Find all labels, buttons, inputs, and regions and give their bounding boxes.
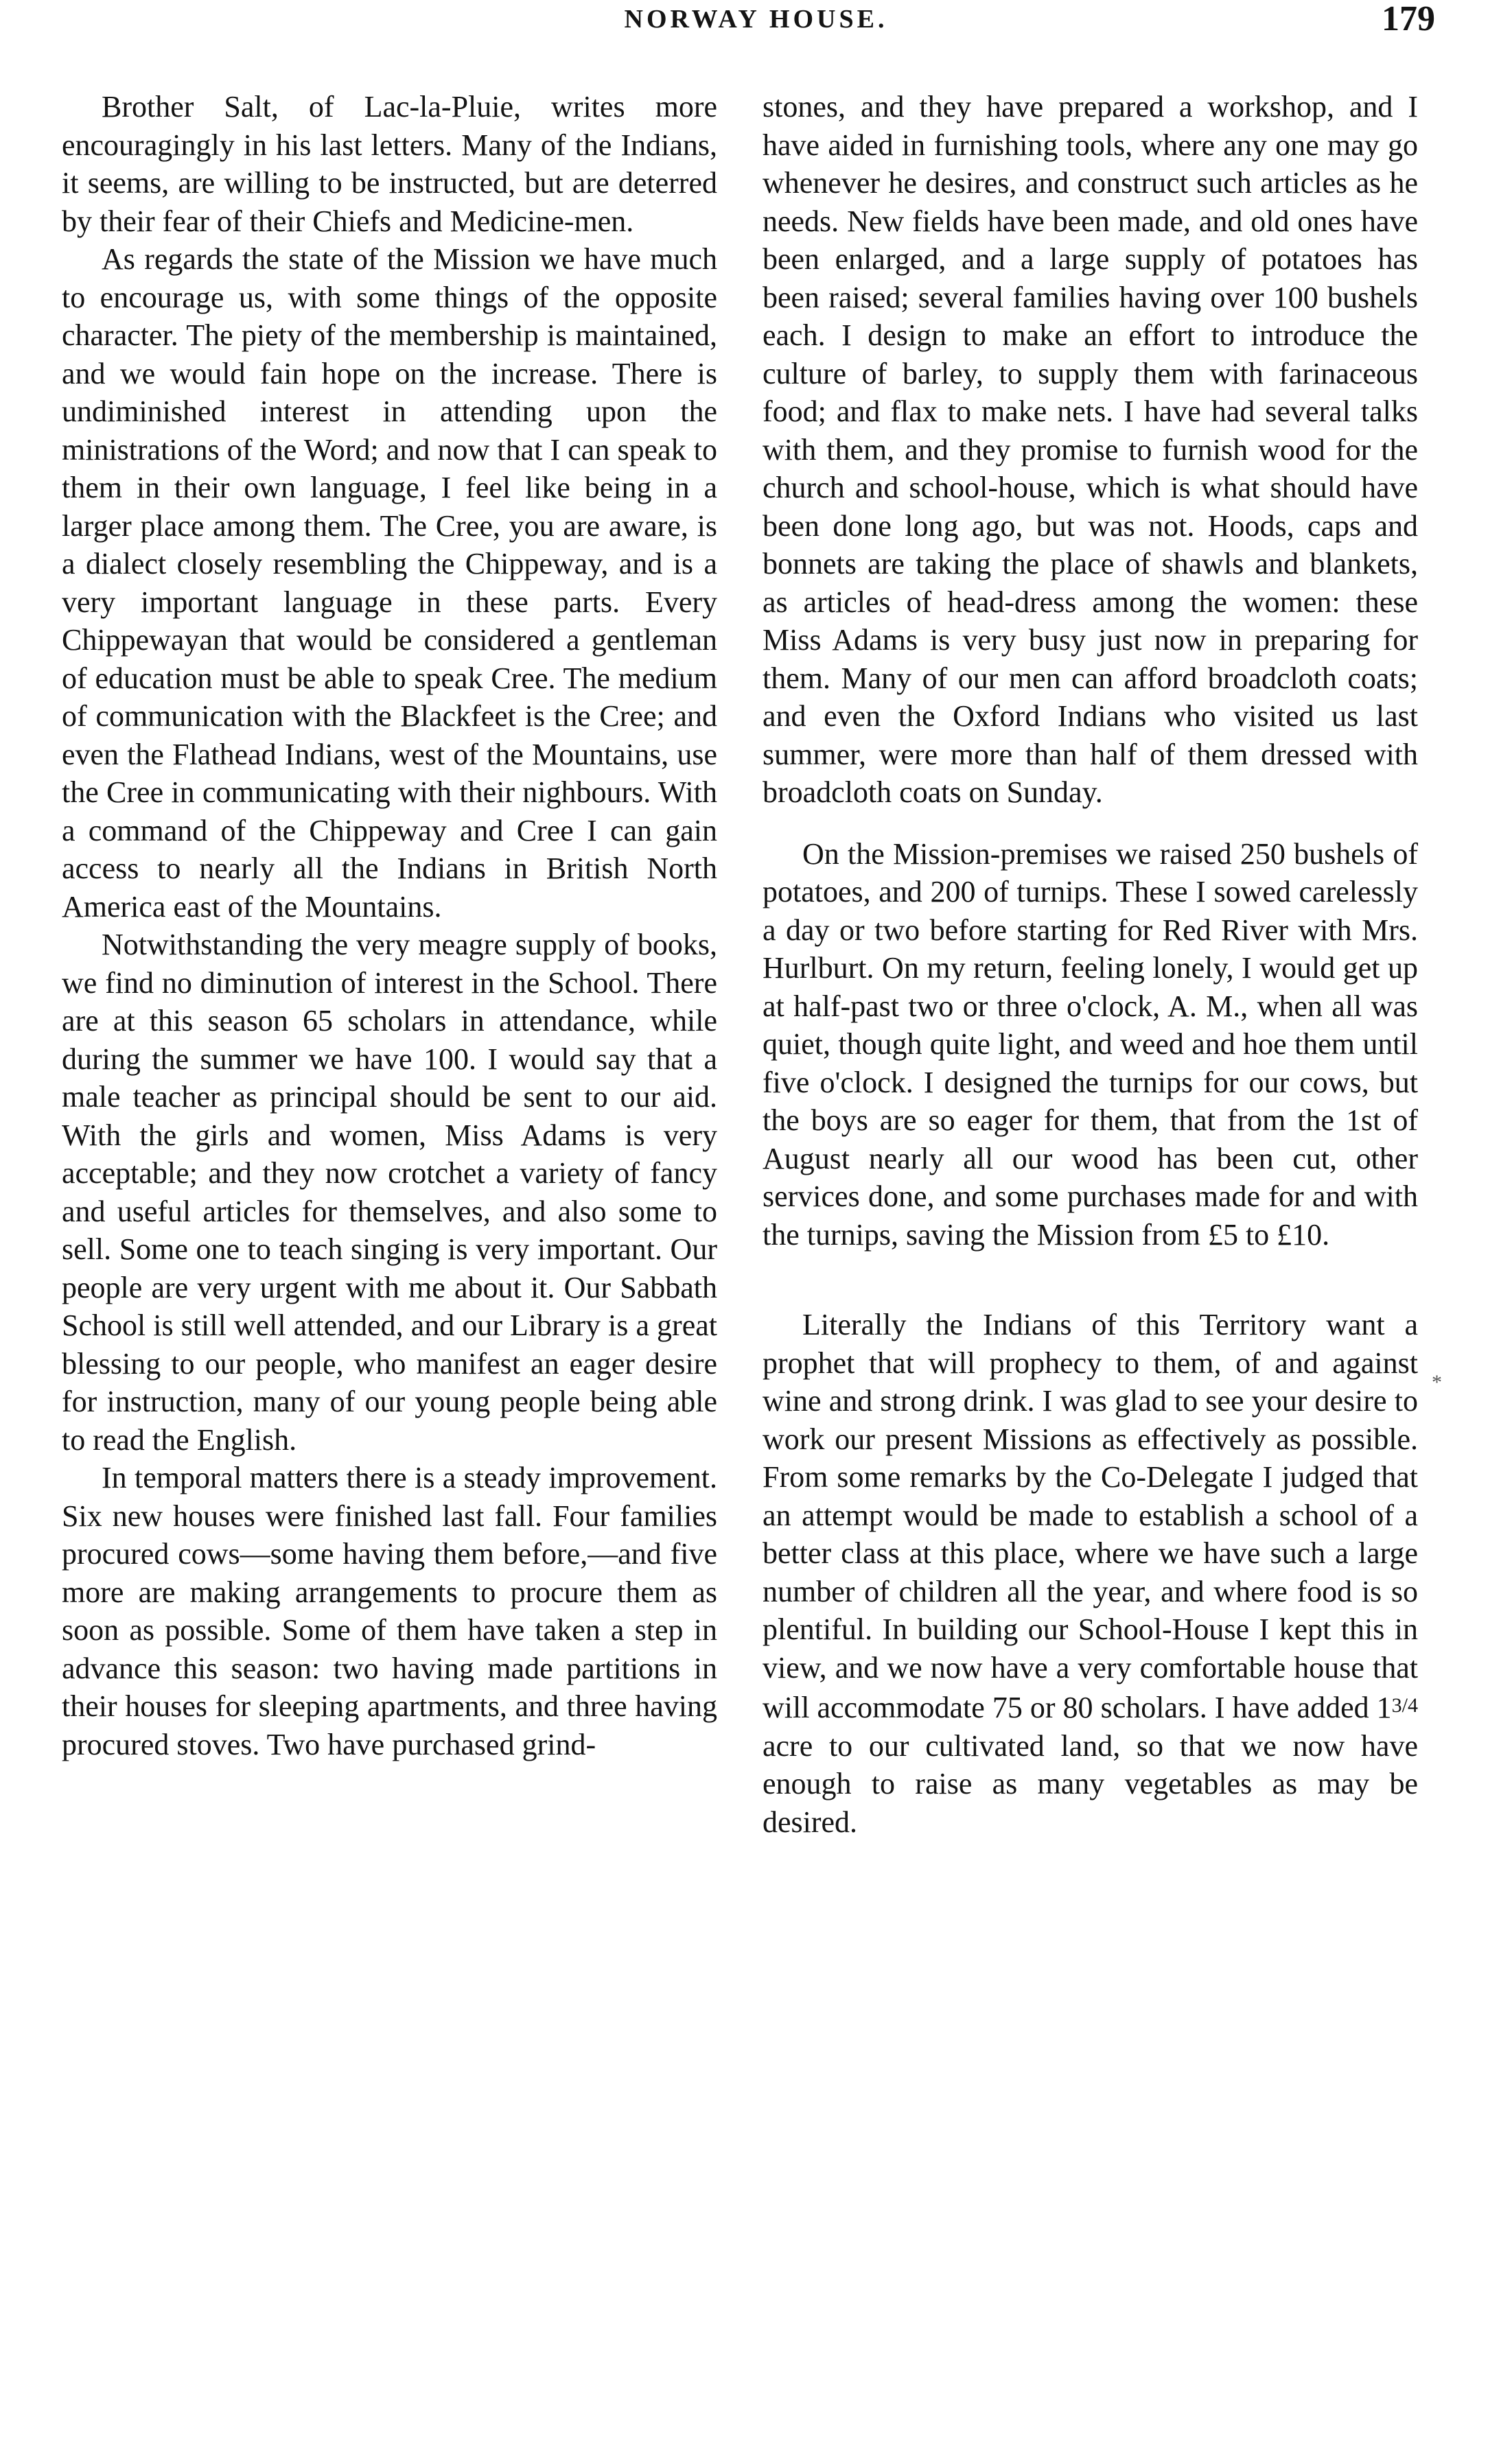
paragraph-prophet bbox=[763, 1306, 1418, 1841]
left-column bbox=[62, 88, 717, 1763]
paragraph-brother-salt: Brother Salt, of Lac-la-Pluie, writes more encouragingly in his last letters. Many of the Indians, it seems, are willing to be instructed, but are deterred by their fear of their Chiefs and Medicine-men. bbox=[62, 90, 717, 238]
paragraph-school: Notwithstanding the very meagre supply of books, we find no diminution of interest in the School. There are at this season 65 scholars in attendance, while during the summer we have 100. I would say that a male teacher as principal should be sent to our aid. With the girls and women, Miss Adams is very acceptable; and they now crotchet a variety of fancy and useful articles for themselves, and also some to sell. Some one to teach singing is very important. Our people are very urgent with me about it. Our Sabbath School is still well attended, and our Library is a great blessing to our people, who manifest an eager desire for instruction, many of our young people being able to read the English. bbox=[62, 928, 717, 1457]
paragraph-prophet-ending: acre to our cultivated land, so that we now have enough to raise as many vegetables as may be desired. bbox=[763, 1728, 1418, 1839]
paragraph-continuation-workshop: stones, and they have prepared a workshop, and I have aided in furnishing tools, where any one may go whenever he desires, and construct such articles as he needs. New fields have been made, and old ones have been enlarged, and a large supply of potatoes has been raised; several families having over 100 bushels each. I design to make an effort to introduce the culture of barley, to supply them with farinaceous food; and flax to make nets. I have had several talks with them, and they promise to furnish wood for the church and school-house, which is what should have been done long ago, but was not. Hoods, caps and bonnets are taking the place of shawls and blankets, as articles of head-dress among the women: these Miss Adams is very busy just now in preparing for them. Many of our men can afford broadcloth coats; and even the Oxford Indians who visited us last summer, were more than half of them dressed with broadcloth coats on Sunday. bbox=[763, 90, 1418, 809]
paragraph-temporal-matters: In temporal matters there is a steady improvement. Six new houses were finished last fall. Four families procured cows—some having them before,—and five more are making arrangements to procure them as soon as possible. Some of them have taken a step in advance this season: two having made partitions in their houses for sleeping apartments, and three having procured stoves. Two have purchased grind- bbox=[62, 1461, 717, 1761]
paragraph-prophet-text: Literally the Indians of this Territory want a prophet that will prophecy to them, of and against wine and strong drink. I was glad to see your desire to work our present Missions as effectively as possible. From some remarks by the Co-Delegate I judged that an attempt would be made to establish a school of a better class at this place, where we have such a large number of children all the year, and where food is so plentiful. In building our School-House I kept this in view, and we now have a very comfortable house that will accommodate 75 or 80 scholars. I have added 1 bbox=[763, 1308, 1418, 1724]
fraction: 3/4 bbox=[1391, 1694, 1418, 1717]
paragraph-mission-premises: On the Mission-premises we raised 250 bushels of potatoes, and 200 of turnips. These I sowed carelessly a day or two before starting for Red River with Mrs. Hurlburt. On my return, feeling lonely, I would get up at half-past two or three o'clock, A. M., when all was quiet, though quite light, and weed and hoe them until five o'clock. I designed the turnips for our cows, but the boys are so eager for them, that from the 1st of August nearly all our wood has been cut, other services done, and some purchases made for and with the turnips, saving the Mission from £5 to £10. bbox=[763, 836, 1418, 1252]
paragraph-state-of-mission: As regards the state of the Mission we have much to encourage us, with some things of the opposite character. The piety of the membership is maintained, and we would fain hope on the increase. There is undiminished interest in attending upon the ministrations of the Word; and now that I can speak to them in their own language, I feel like being in a larger place among them. The Cree, you are aware, is a dialect closely resembling the Chippeway, and is a very important language in these parts. Every Chippewayan that would be considered a gentleman of education must be able to speak Cree. The medium of communication with the Blackfeet is the Cree; and even the Flathead Indians, west of the Mountains, use the Cree in communicating with their nighbours. With a command of the Chippeway and Cree I can gain access to nearly all the Indians in British North America east of the Mountains. bbox=[62, 242, 717, 924]
running-head bbox=[0, 0, 1512, 41]
page-number: 179 bbox=[1382, 0, 1435, 38]
right-column bbox=[763, 88, 1418, 1841]
margin-mark: * bbox=[1432, 1371, 1442, 1394]
running-title: NORWAY HOUSE. bbox=[624, 5, 888, 34]
